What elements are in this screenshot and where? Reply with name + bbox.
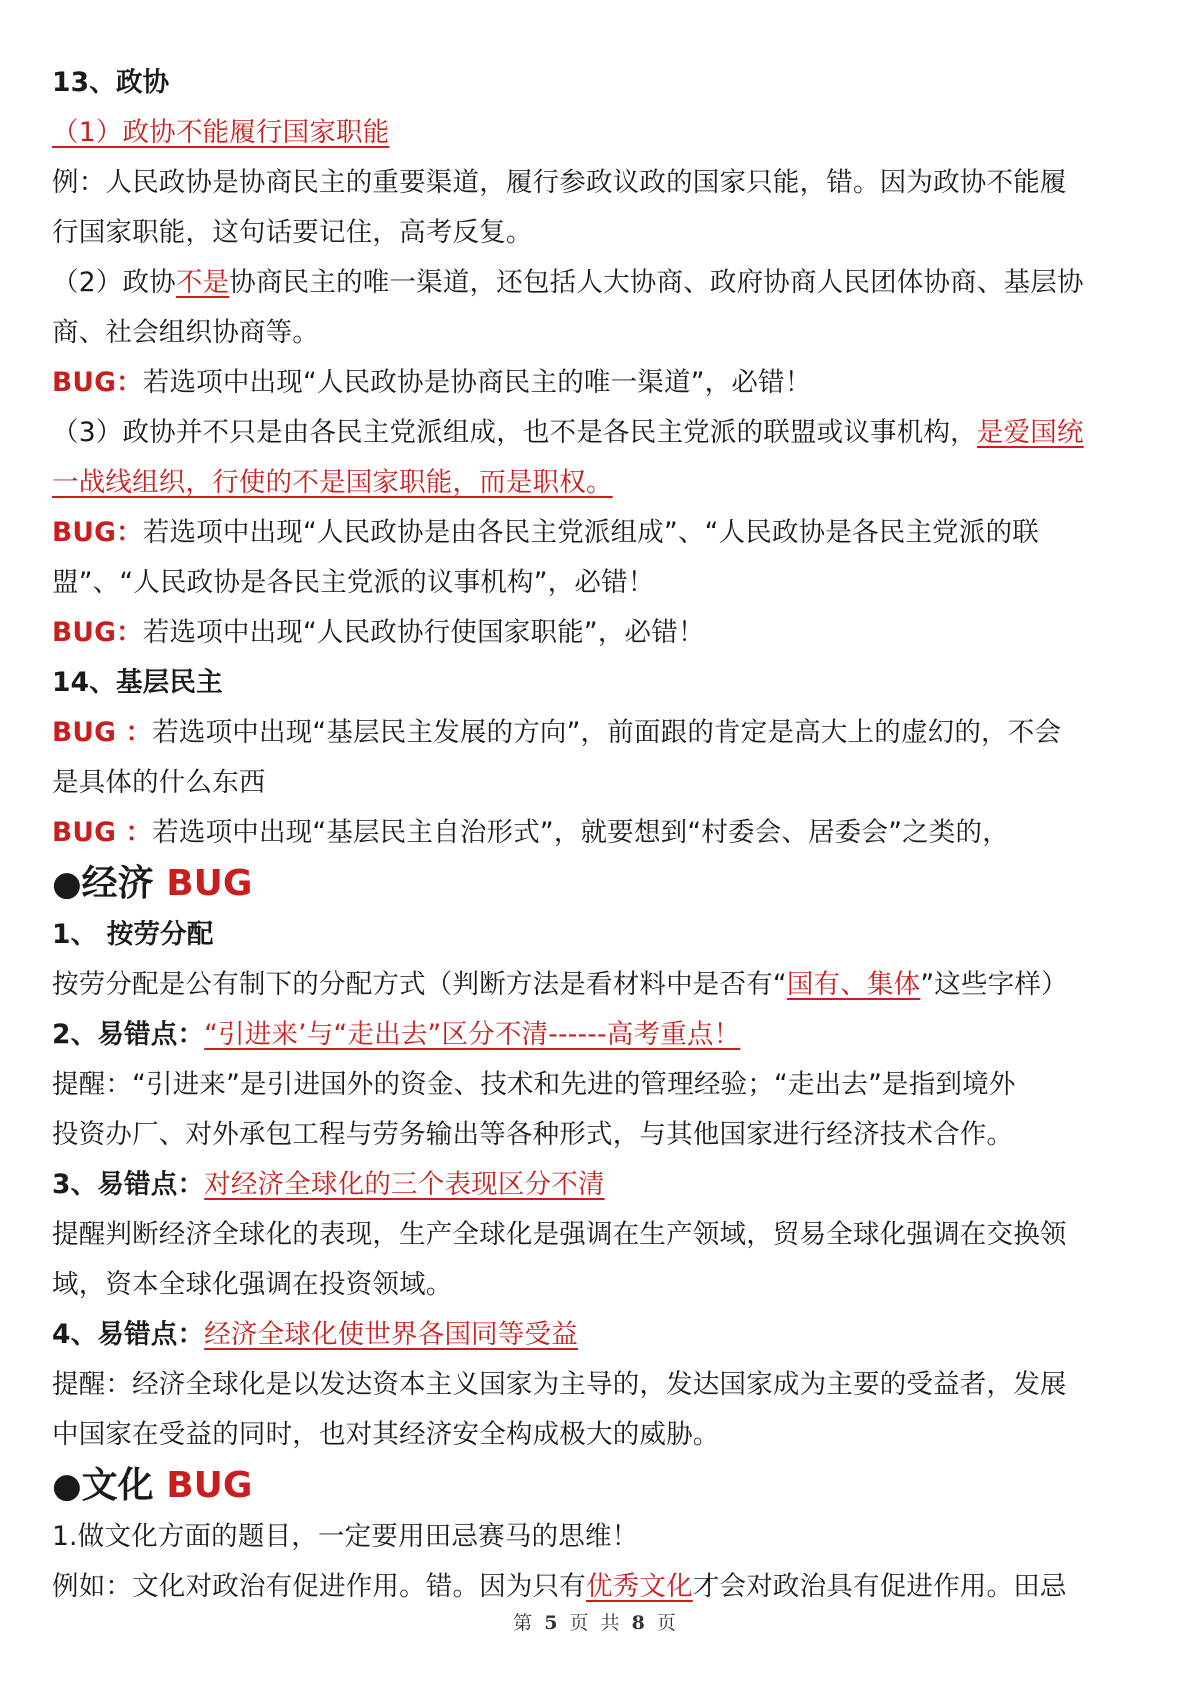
s13-item3-highlight-b: 一战线组织，行使的不是国家职能，而是职权。	[52, 467, 613, 498]
economy-p4-heading-line	[52, 1310, 1152, 1360]
bullet-dot-icon: ●	[52, 1466, 82, 1506]
s13-item2-line1	[52, 258, 1152, 308]
economy-p3-line2: 域，资本全球化强调在投资领域。	[52, 1269, 453, 1300]
footer-total-pages: 8	[631, 1612, 648, 1634]
bug-label: BUG：	[52, 367, 143, 398]
economy-p1-text	[52, 960, 1152, 1010]
culture-p1: 1.做文化方面的题目，一定要用田忌赛马的思维！	[52, 1521, 639, 1552]
economy-p1-heading: 1、 按劳分配	[52, 919, 214, 950]
culture-p2-highlight: 优秀文化	[586, 1571, 693, 1602]
s13-bug2-text: 若选项中出现“人民政协是由各民主党派组成”、“人民政协是各民主党派的联	[142, 517, 1039, 548]
s13-bug3	[52, 608, 1152, 658]
page-content	[52, 58, 1152, 1612]
economy-p2-line2: 投资办厂、对外承包工程与劳务输出等各种形式，与其他国家进行经济技术合作。	[52, 1119, 1014, 1150]
culture-p2-post: 才会对政治具有促进作用。田忌	[692, 1571, 1067, 1602]
page-footer	[0, 1608, 1192, 1635]
s13-item1: （1）政协不能履行国家职能	[52, 117, 390, 148]
economy-p3-heading-line	[52, 1160, 1152, 1210]
economy-p3-line1: 提醒判断经济全球化的表现，生产全球化是强调在生产领域，贸易全球化强调在交换领	[52, 1219, 1067, 1250]
culture-title-cn: 文化	[81, 1465, 154, 1506]
footer-page-number: 5	[544, 1612, 561, 1634]
economy-title-cn: 经济	[81, 863, 154, 904]
footer-pre: 第	[513, 1612, 536, 1634]
s13-item3-highlight-a: 是爱国统	[976, 417, 1084, 448]
s13-bug1-text: 若选项中出现“人民政协是协商民主的唯一渠道”，必错！	[142, 367, 812, 398]
s13-bug2-line2: 盟”、“人民政协是各民主党派的议事机构”，必错！	[52, 567, 655, 598]
economy-p2-line1: 提醒：“引进来”是引进国外的资金、技术和先进的管理经验；“走出去”是指到境外	[52, 1069, 1016, 1100]
economy-p3-heading: 3、易错点：	[52, 1169, 205, 1200]
culture-p2	[52, 1562, 1152, 1612]
footer-post: 页	[656, 1612, 679, 1634]
economy-p1-post: ”这些字样）	[920, 969, 1068, 1000]
economy-section-title	[52, 858, 1152, 910]
economy-p4-heading: 4、易错点：	[52, 1319, 205, 1350]
culture-section-title	[52, 1460, 1152, 1512]
s13-example1-line1: 例：人民政协是协商民主的重要渠道，履行参政议政的国家只能，错。因为政协不能履	[52, 167, 1067, 198]
economy-p2-heading-line	[52, 1010, 1152, 1060]
s13-bug2-line1	[52, 508, 1152, 558]
economy-title-bug: BUG	[166, 863, 253, 904]
section-14-heading: 14、基层民主	[52, 667, 223, 698]
s14-bug1-text: 若选项中出现“基层民主发展的方向”，前面跟的肯定是高大上的虚幻的，不会	[152, 717, 1062, 748]
economy-p1-highlight: 国有、集体	[786, 969, 921, 1000]
economy-p4-line2: 中国家在受益的同时，也对其经济安全构成极大的威胁。	[52, 1419, 720, 1450]
s13-item3-pre: （3）政协并不只是由各民主党派组成，也不是各民主党派的联盟或议事机构，	[52, 417, 977, 448]
s13-item3-line1	[52, 408, 1152, 458]
culture-p2-pre: 例如：文化对政治有促进作用。错。因为只有	[52, 1571, 586, 1602]
s14-bug1-line1	[52, 708, 1152, 758]
footer-mid: 页 共	[569, 1612, 623, 1634]
economy-p3-highlight: 对经济全球化的三个表现区分不清	[204, 1169, 605, 1200]
s13-item3-line2	[52, 458, 1152, 508]
section-13-heading: 13、政协	[52, 67, 170, 98]
bug-label: BUG：	[52, 617, 143, 648]
bug-label: BUG：	[52, 517, 143, 548]
bullet-dot-icon: ●	[52, 864, 82, 904]
s13-bug1	[52, 358, 1152, 408]
culture-title-bug: BUG	[166, 1465, 253, 1506]
s14-bug1-line2: 是具体的什么东西	[52, 767, 266, 798]
s13-example1-line2: 行国家职能，这句话要记住，高考反复。	[52, 217, 533, 248]
economy-p2-highlight: “引进来’与“走出去”区分不清------高考重点！	[204, 1019, 741, 1050]
s13-bug3-text: 若选项中出现“人民政协行使国家职能”，必错！	[142, 617, 705, 648]
s14-bug2-text: 若选项中出现“基层民主自治形式”，就要想到“村委会、居委会”之类的，	[152, 817, 1009, 848]
bug-label: BUG ：	[52, 817, 153, 848]
s13-item2-post: 协商民主的唯一渠道，还包括人大协商、政府协商人民团体协商、基层协	[229, 267, 1084, 298]
s14-bug2	[52, 808, 1152, 858]
s13-item2-line2: 商、社会组织协商等。	[52, 317, 319, 348]
bug-label: BUG ：	[52, 717, 153, 748]
economy-p4-line1: 提醒：经济全球化是以发达资本主义国家为主导的，发达国家成为主要的受益者，发展	[52, 1369, 1067, 1400]
economy-p2-heading: 2、易错点：	[52, 1019, 205, 1050]
s13-item2-highlight: 不是	[175, 267, 230, 298]
s13-item2-pre: （2）政协	[52, 267, 176, 298]
economy-p4-highlight: 经济全球化使世界各国同等受益	[204, 1319, 578, 1350]
economy-p1-pre: 按劳分配是公有制下的分配方式（判断方法是看材料中是否有“	[52, 969, 787, 1000]
